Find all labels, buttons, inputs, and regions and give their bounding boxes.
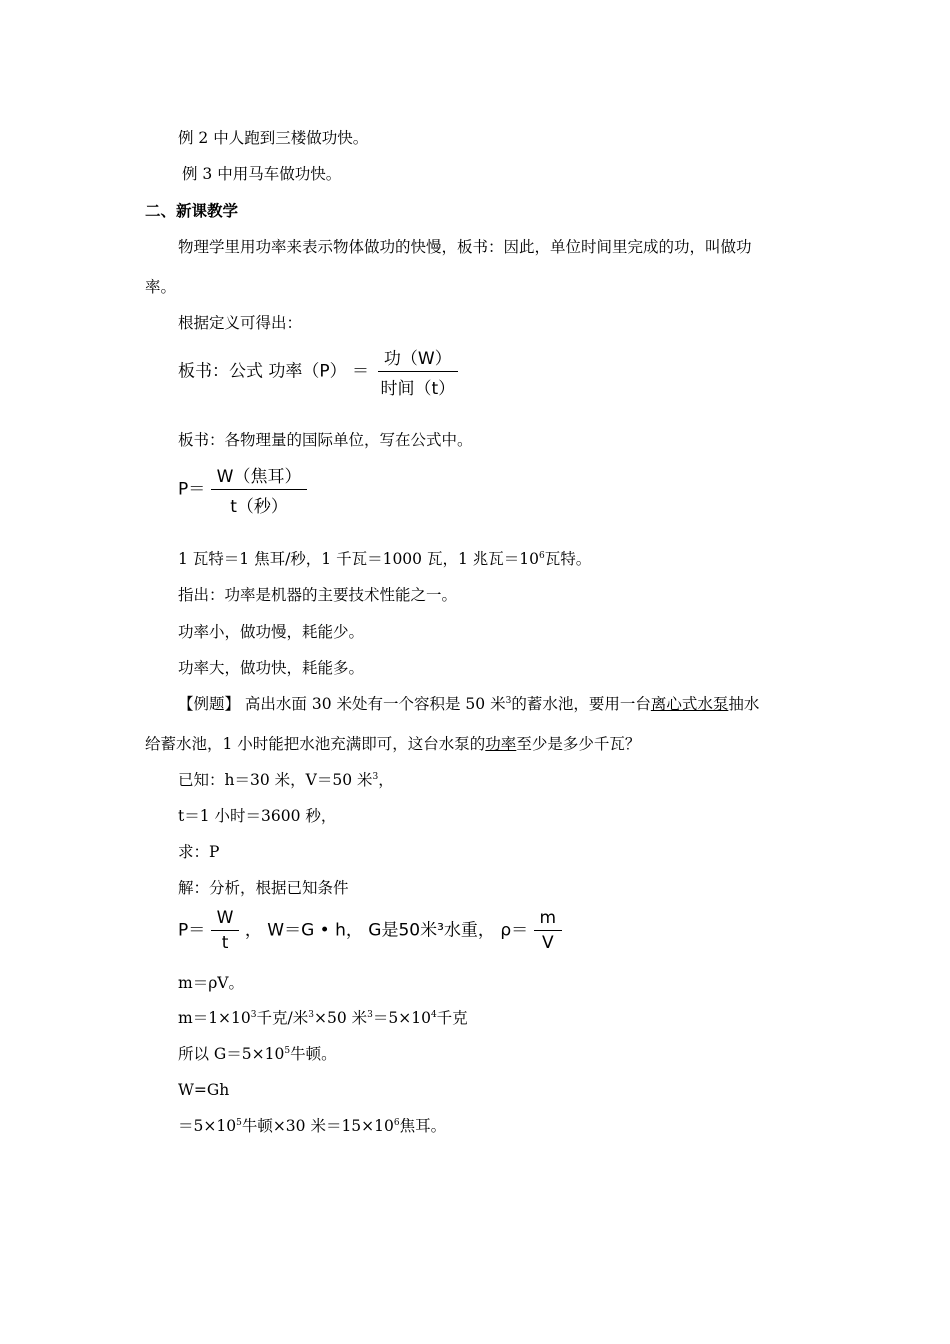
text-line: 功率小，做功慢，耗能少。 bbox=[178, 623, 365, 641]
formula-denominator: t（秒） bbox=[230, 497, 288, 517]
text-line: 求：P bbox=[178, 843, 220, 861]
formula-numerator: 功（W） bbox=[378, 344, 458, 372]
text-line: $=5\times 10^5$牛顿×30 米$=15\times 10^6$焦耳。 bbox=[178, 1117, 447, 1135]
link-power[interactable]: 功率 bbox=[485, 735, 517, 753]
text-line: 所以 $G=5\times 10^5$牛顿。 bbox=[178, 1045, 337, 1063]
text-line: 根据定义可得出： bbox=[178, 314, 303, 332]
text-line: W=Gh bbox=[178, 1081, 230, 1099]
text-line: 解：分析，根据已知条件 bbox=[178, 879, 349, 897]
section-heading: 二、新课教学 bbox=[145, 202, 239, 220]
text-line: 板书：各物理量的国际单位，写在公式中。 bbox=[178, 431, 473, 449]
text-line: 1 瓦特＝1 焦耳/秒，1 千瓦＝1000 瓦，1 兆瓦$=10^6$瓦特。 bbox=[178, 550, 592, 568]
text-line: t＝1 小时＝3600 秒， bbox=[178, 807, 337, 825]
link-centrifugal-pump[interactable]: 离心式水泵 bbox=[650, 695, 729, 713]
text-line: 指出：功率是机器的主要技术性能之一。 bbox=[178, 586, 458, 604]
example-line: 【例题】 高出水面 30 米处有一个容积是 50 米$^3$的蓄水池，要用一台离心式水泵抽水 bbox=[178, 695, 760, 713]
text-line: $m=1\times 10^3$千克/米$^3$×50 米$^3=5\times 10^4$千克 bbox=[178, 1009, 468, 1027]
formula-fraction bbox=[374, 344, 461, 399]
formula-fraction bbox=[211, 462, 308, 517]
formula-power-definition bbox=[178, 344, 461, 399]
formula-prefix: 板书：公式 功率（P） ＝ bbox=[178, 361, 370, 382]
text-line: m＝ρV。 bbox=[178, 974, 245, 992]
formula-denominator: 时间（t） bbox=[380, 379, 456, 399]
text-line: 例 3 中用马车做功快。 bbox=[182, 165, 342, 183]
formula-fraction: $\frac{W}{t}$ bbox=[211, 908, 240, 953]
formula-fraction: $\frac{m}{V}$ bbox=[534, 908, 563, 953]
paragraph-line: 物理学里用功率来表示物体做功的快慢，板书：因此，单位时间里完成的功，叫做功 bbox=[178, 238, 752, 256]
formula-prefix: P＝ bbox=[178, 479, 206, 500]
paragraph-line: 率。 bbox=[145, 278, 177, 296]
formula-numerator: W（焦耳） bbox=[211, 462, 308, 490]
text-line: 例 2 中人跑到三楼做功快。 bbox=[178, 129, 369, 147]
formula-analysis: P＝ $\frac{W}{t}$ ， W＝G • h， G是50米³水重， ρ＝ $\frac{m}{V}$ bbox=[178, 908, 562, 953]
formula-power-units bbox=[178, 462, 307, 517]
text-line: 功率大，做功快，耗能多。 bbox=[178, 659, 365, 677]
example-line: 给蓄水池，1 小时能把水池充满即可，这台水泵的功率至少是多少千瓦？ bbox=[145, 735, 641, 753]
text-line: 已知：h＝30 米，V＝50 米$^3$， bbox=[178, 771, 394, 789]
